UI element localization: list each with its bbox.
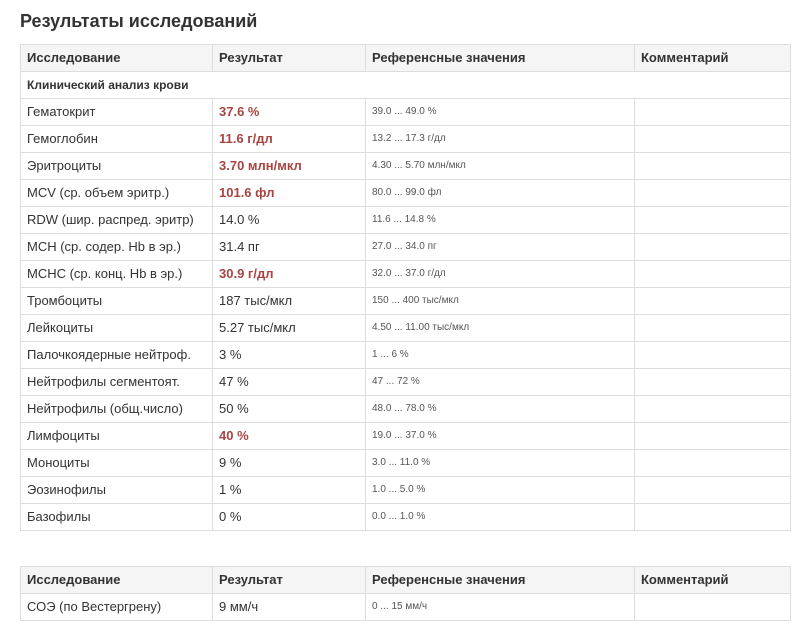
test-name-cell: Гемоглобин [21,126,213,153]
result-value-cell: 9 % [213,450,366,477]
table-row [21,261,791,288]
table-row [21,288,791,315]
result-value-cell: 1 % [213,477,366,504]
table-row [21,180,791,207]
table-row [21,504,791,531]
table-row [21,423,791,450]
col-header-reference: Референсные значения [366,567,635,594]
table-row [21,207,791,234]
reference-range-cell: 32.0 ... 37.0 г/дл [366,261,635,288]
col-header-result: Результат [213,45,366,72]
reference-range-cell: 0 ... 15 мм/ч [366,594,635,621]
reference-range-cell: 19.0 ... 37.0 % [366,423,635,450]
test-name-cell: СОЭ (по Вестергрену) [21,594,213,621]
section-title: Клинический анализ крови [21,72,791,99]
comment-cell [635,315,791,342]
comment-cell [635,594,791,621]
table-row [21,594,791,621]
result-value-cell: 3 % [213,342,366,369]
test-name-cell: MCHC (ср. конц. Hb в эр.) [21,261,213,288]
result-value-cell: 14.0 % [213,207,366,234]
table-row [21,126,791,153]
comment-cell [635,396,791,423]
table-header-row [21,567,791,594]
reference-range-cell: 27.0 ... 34.0 пг [366,234,635,261]
comment-cell [635,207,791,234]
test-name-cell: Тромбоциты [21,288,213,315]
reference-range-cell: 47 ... 72 % [366,369,635,396]
col-header-comment: Комментарий [635,45,791,72]
test-name-cell: Эритроциты [21,153,213,180]
table-row [21,396,791,423]
result-value-cell: 3.70 млн/мкл [213,153,366,180]
comment-cell [635,504,791,531]
col-header-test: Исследование [21,567,213,594]
result-value-cell: 50 % [213,396,366,423]
result-value-cell: 31.4 пг [213,234,366,261]
test-name-cell: MCV (ср. объем эритр.) [21,180,213,207]
reference-range-cell: 13.2 ... 17.3 г/дл [366,126,635,153]
col-header-result: Результат [213,567,366,594]
comment-cell [635,153,791,180]
result-value-cell: 40 % [213,423,366,450]
comment-cell [635,126,791,153]
table-row [21,450,791,477]
comment-cell [635,477,791,504]
section-row [21,72,791,99]
table-row [21,234,791,261]
comment-cell [635,369,791,396]
results-table-esr [20,566,791,621]
comment-cell [635,342,791,369]
test-name-cell: Гематокрит [21,99,213,126]
col-header-reference: Референсные значения [366,45,635,72]
test-name-cell: Палочкоядерные нейтроф. [21,342,213,369]
reference-range-cell: 150 ... 400 тыс/мкл [366,288,635,315]
test-name-cell: Нейтрофилы сегментоят. [21,369,213,396]
result-value-cell: 9 мм/ч [213,594,366,621]
table-row [21,99,791,126]
test-name-cell: Моноциты [21,450,213,477]
comment-cell [635,288,791,315]
reference-range-cell: 0.0 ... 1.0 % [366,504,635,531]
result-value-cell: 30.9 г/дл [213,261,366,288]
page-title: Результаты исследований [20,11,258,31]
comment-cell [635,450,791,477]
reference-range-cell: 4.30 ... 5.70 млн/мкл [366,153,635,180]
table-row [21,153,791,180]
result-value-cell: 47 % [213,369,366,396]
comment-cell [635,180,791,207]
result-value-cell: 187 тыс/мкл [213,288,366,315]
reference-range-cell: 3.0 ... 11.0 % [366,450,635,477]
test-name-cell: MCH (ср. содер. Hb в эр.) [21,234,213,261]
reference-range-cell: 4.50 ... 11.00 тыс/мкл [366,315,635,342]
test-name-cell: Лейкоциты [21,315,213,342]
comment-cell [635,234,791,261]
result-value-cell: 5.27 тыс/мкл [213,315,366,342]
result-value-cell: 101.6 фл [213,180,366,207]
reference-range-cell: 1 ... 6 % [366,342,635,369]
results-table-blood [20,44,791,531]
table-row [21,315,791,342]
col-header-test: Исследование [21,45,213,72]
test-name-cell: Эозинофилы [21,477,213,504]
table-row [21,369,791,396]
reference-range-cell: 1.0 ... 5.0 % [366,477,635,504]
comment-cell [635,423,791,450]
test-name-cell: Базофилы [21,504,213,531]
comment-cell [635,99,791,126]
result-value-cell: 0 % [213,504,366,531]
result-value-cell: 11.6 г/дл [213,126,366,153]
table-header-row [21,45,791,72]
table-row [21,477,791,504]
test-name-cell: RDW (шир. распред. эритр) [21,207,213,234]
table-row [21,342,791,369]
test-name-cell: Нейтрофилы (общ.число) [21,396,213,423]
col-header-comment: Комментарий [635,567,791,594]
comment-cell [635,261,791,288]
reference-range-cell: 11.6 ... 14.8 % [366,207,635,234]
result-value-cell: 37.6 % [213,99,366,126]
reference-range-cell: 80.0 ... 99.0 фл [366,180,635,207]
reference-range-cell: 48.0 ... 78.0 % [366,396,635,423]
reference-range-cell: 39.0 ... 49.0 % [366,99,635,126]
test-name-cell: Лимфоциты [21,423,213,450]
